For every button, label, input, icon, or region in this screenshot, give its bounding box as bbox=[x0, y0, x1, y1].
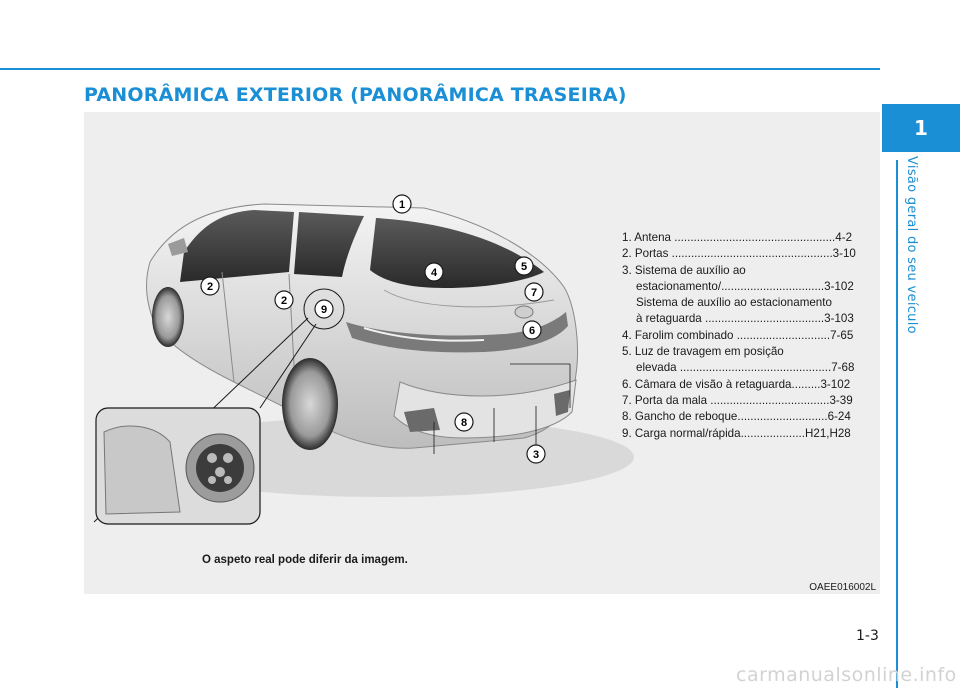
legend-line: 8. Gancho de reboque............................6-24 bbox=[622, 410, 851, 424]
figure-code: OAEE016002L bbox=[809, 582, 876, 593]
chapter-title: Visão geral do seu veículo bbox=[904, 156, 919, 334]
callout-2b-label: 2 bbox=[280, 295, 288, 307]
callout-4-label: 4 bbox=[430, 267, 438, 279]
legend-line: 2. Portas ..................................................3-10 bbox=[622, 247, 856, 261]
legend-item bbox=[622, 230, 872, 246]
callout-1 bbox=[393, 195, 411, 213]
watermark: carmanualsonline.info bbox=[736, 664, 957, 686]
legend-line: à retaguarda .....................................3-103 bbox=[636, 312, 854, 326]
legend-line: 5. Luz de travagem em posição bbox=[622, 345, 784, 359]
legend-item bbox=[622, 377, 872, 393]
legend-list bbox=[622, 230, 872, 442]
callout-9-label: 9 bbox=[320, 304, 328, 316]
legend-line: 7. Porta da mala .....................................3-39 bbox=[622, 393, 853, 407]
legend-item bbox=[622, 328, 872, 344]
legend-line: 3. Sistema de auxílio ao bbox=[622, 263, 746, 277]
legend-line: 4. Farolim combinado .............................7-65 bbox=[622, 328, 854, 342]
legend-line: 1. Antena ..................................................4-2 bbox=[622, 231, 853, 244]
figure-panel bbox=[84, 112, 880, 594]
legend-line: elevada ...............................................7-68 bbox=[636, 361, 855, 375]
car-rear-illustration bbox=[84, 112, 644, 594]
chapter-tab[interactable] bbox=[882, 104, 960, 152]
chapter-number: 1 bbox=[914, 116, 928, 140]
callout-5-label: 5 bbox=[520, 261, 528, 273]
callout-7-label: 7 bbox=[530, 287, 538, 299]
callout-2a-label: 2 bbox=[206, 281, 214, 293]
callout-8-label: 8 bbox=[460, 417, 468, 429]
callout-5 bbox=[515, 257, 533, 275]
header-rule bbox=[0, 68, 880, 70]
legend-item bbox=[622, 409, 872, 425]
callout-1-label: 1 bbox=[398, 199, 406, 211]
legend-line: estacionamento/................................3-102 bbox=[636, 279, 854, 293]
callout-8 bbox=[455, 413, 473, 431]
callout-6-label: 6 bbox=[528, 325, 536, 337]
legend-item bbox=[622, 246, 872, 262]
callout-3-label: 3 bbox=[532, 449, 540, 461]
page-number: 1-3 bbox=[856, 628, 879, 644]
callout-2b bbox=[275, 291, 293, 309]
figure-disclaimer: O aspeto real pode diferir da imagem. bbox=[202, 554, 408, 566]
callout-9 bbox=[315, 300, 333, 318]
legend-line: Sistema de auxílio ao estacionamento bbox=[636, 296, 832, 310]
legend-line: 9. Carga normal/rápida....................H21,H28 bbox=[622, 426, 851, 440]
page-title: PANORÂMICA EXTERIOR (PANORÂMICA TRASEIRA) bbox=[84, 84, 627, 106]
callout-6 bbox=[523, 321, 541, 339]
legend-item bbox=[622, 426, 872, 442]
callout-4 bbox=[425, 263, 443, 281]
callout-3 bbox=[527, 445, 545, 463]
sidebar-rule bbox=[896, 160, 898, 688]
legend-item bbox=[622, 263, 872, 328]
legend-line: 6. Câmara de visão à retaguarda.........3-102 bbox=[622, 377, 851, 391]
legend-item bbox=[622, 344, 872, 377]
legend-item bbox=[622, 393, 872, 409]
callout-2a bbox=[201, 277, 219, 295]
callout-7 bbox=[525, 283, 543, 301]
